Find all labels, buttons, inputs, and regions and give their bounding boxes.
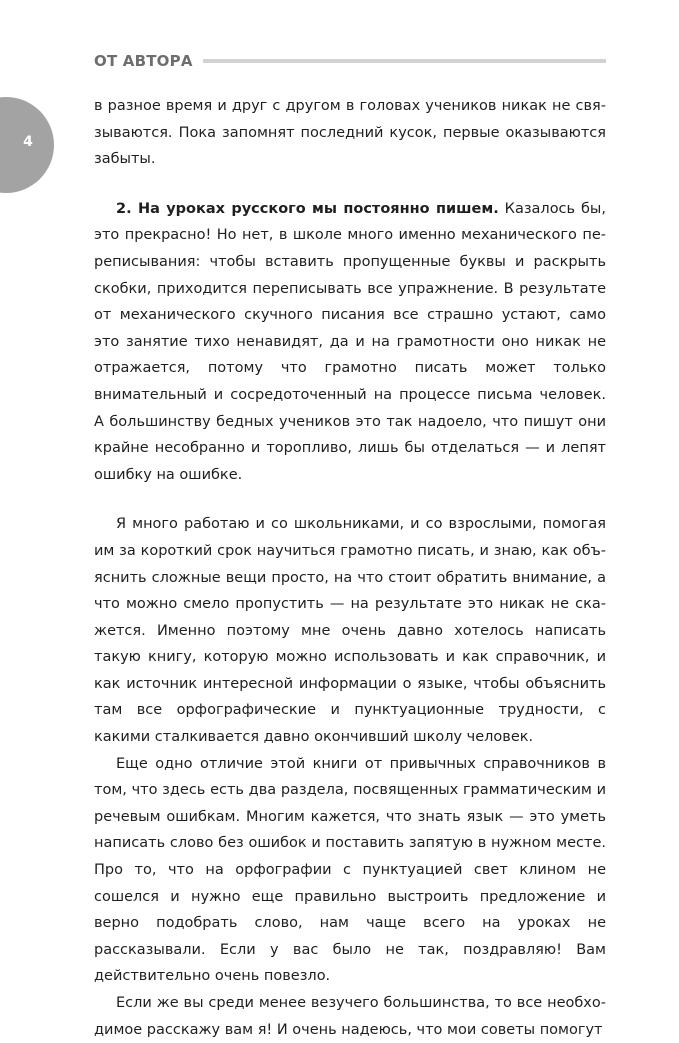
paragraph-4: Еще одно отличие этой книги от привычных справочников в том, что здесь есть два раздела, посвященных грамматическим и речевым ошибкам. Многим кажется, что знать язык — это уметь написать слово без ошибок и поставить запятую в нужном месте. Про то, что на орфографии с пунктуацией свет клином не сошелся и нужно еще правильно выстроить предложение и верно подобрать слово, нам чаще всего на уроках не рассказывали. Если у вас было не так, поздравляю! Вам действительно очень повезло. (94, 755, 606, 985)
paragraph-1: в разное время и друг с другом в головах учеников никак не связываются. Пока запомнят последний кусок, первые оказываются забыты. (94, 98, 606, 168)
paragraph-2-lead: 2. На уроках русского мы постоянно пишем. (116, 200, 499, 217)
page-number: 4 (23, 134, 33, 150)
paragraph-3: Я много работаю и со школьниками, и со взрослыми, помогая им за короткий срок научиться грамотно писать, и знаю, как объяснить сложные вещи просто, на что стоит обратить внимание, а что можно смело пропустить — на результате это никак не скажется. Именно поэтому мне очень давно хотелось написать такую книгу, которую можно использовать и как справочник, и как источник интересной информации о языке, чтобы объяснить там все орфографические и пунктуационные трудности, с какими сталкивается давно окончивший школу человек. (94, 516, 606, 746)
body-text (94, 93, 606, 1043)
paragraph-5: Если же вы среди менее везучего большинства, то все необходимое расскажу вам я! И очень надеюсь, что мои советы помогут (94, 995, 606, 1038)
header-rule (203, 59, 606, 63)
paragraph-2-body: Казалось бы, это прекрасно! Но нет, в школе много именно механического переписывания: чтобы вставить пропущенные буквы и раскрыть скобки, приходится переписывать все упражнение. В результате от механического скучного писания все страшно устают, само это занятие тихо ненавидят, да и на грамотности оно никак не отражается, потому что грамотно писать может только внимательный и сосредоточенный на процессе письма человек. А большинству бедных учеников это так надоело, что пишут они крайне несобранно и торопливо, лишь бы отделаться — и лепят ошибку на ошибке. (94, 200, 606, 483)
running-header (94, 50, 606, 72)
section-title: ОТ АВТОРА (94, 52, 193, 70)
paragraph-2 (94, 196, 606, 489)
